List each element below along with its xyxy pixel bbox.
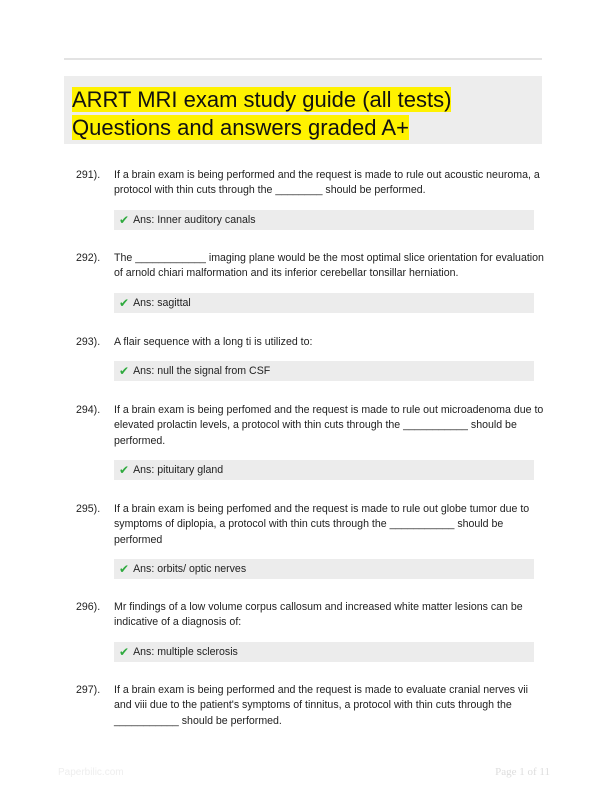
check-icon: ✔: [119, 644, 130, 659]
question-number: 296).: [76, 601, 101, 613]
footer-watermark: Paperbilic.com: [58, 767, 124, 778]
check-icon: ✔: [119, 463, 130, 478]
qa-item-293: [76, 335, 546, 381]
top-divider: [64, 58, 542, 60]
title-banner: [64, 76, 542, 144]
check-icon: ✔: [119, 562, 130, 577]
question-number: 295).: [76, 503, 101, 515]
answer-text: Ans: null the signal from CSF: [133, 365, 271, 378]
check-icon: ✔: [119, 212, 130, 227]
answer-text: Ans: Inner auditory canals: [133, 213, 256, 226]
check-icon: ✔: [119, 364, 130, 379]
check-icon: ✔: [119, 295, 130, 310]
answer-text: Ans: pituitary gland: [133, 464, 224, 477]
question-number: 294).: [76, 404, 101, 416]
answer-box: [114, 559, 534, 579]
question-text: If a brain exam is being performed and the request is made to rule out acoustic neuroma, a protocol with thin cuts through the ________ should be performed.: [114, 169, 540, 197]
question-number: 297).: [76, 684, 101, 696]
qa-item-297: [76, 683, 546, 729]
answer-text: Ans: sagittal: [133, 296, 191, 309]
question-text: A flair sequence with a long ti is utilized to:: [114, 336, 313, 348]
question-number: 293).: [76, 336, 101, 348]
document-title: [72, 86, 534, 142]
answer-box: [114, 210, 534, 230]
document-title-text: ARRT MRI exam study guide (all tests) Questions and answers graded A+: [72, 87, 452, 140]
question-text: If a brain exam is being performed and the request is made to evaluate cranial nerves vii and viii due to the patient's symptoms of tinnitus, a protocol with thin cuts through the ___________ should be performed.: [114, 684, 528, 727]
question-text: If a brain exam is being perfomed and the request is made to rule out microadenoma due to elevated prolactin levels, a protocol with thin cuts through the ___________ should be performed.: [114, 404, 544, 447]
answer-box: [114, 642, 534, 662]
question-text: If a brain exam is being perfomed and the request is made to rule out globe tumor due to symptoms of diplopia, a protocol with thin cuts through the ___________ should be performed: [114, 503, 530, 546]
question-text: Mr findings of a low volume corpus callosum and increased white matter lesions can be indicative of a diagnosis of:: [114, 601, 523, 629]
qa-item-295: [76, 502, 546, 579]
qa-item-294: [76, 403, 546, 480]
question-number: 291).: [76, 169, 101, 181]
qa-item-296: [76, 600, 546, 662]
question-text: The ____________ imaging plane would be the most optimal slice orientation for evaluation of arnold chiari malformation and its inferior cerebellar tonsillar herniation.: [114, 252, 544, 280]
answer-box: [114, 460, 534, 480]
answer-text: Ans: multiple sclerosis: [133, 645, 238, 658]
qa-item-292: [76, 251, 546, 313]
qa-item-291: [76, 168, 546, 230]
page-indicator: Page 1 of 11: [495, 766, 550, 778]
question-number: 292).: [76, 252, 101, 264]
answer-text: Ans: orbits/ optic nerves: [133, 563, 247, 576]
answer-box: [114, 293, 534, 313]
answer-box: [114, 361, 534, 381]
